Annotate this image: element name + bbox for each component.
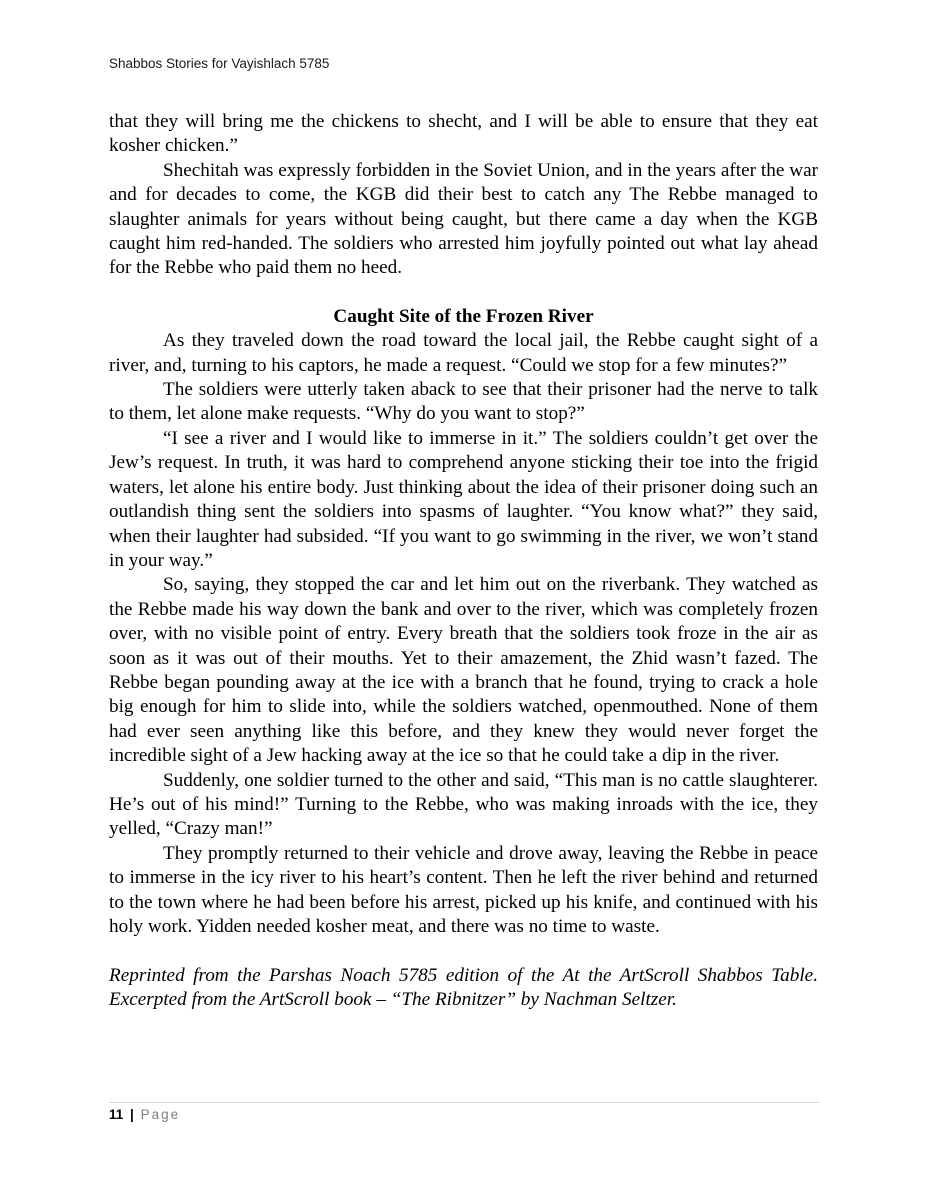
paragraph-request: As they traveled down the road toward the local jail, the Rebbe caught sight of a river, and, turning to his captors, he made a request. “Could we stop for a few minutes?” [109, 330, 818, 376]
footer-separator: | [130, 1107, 134, 1122]
page-footer [109, 1107, 180, 1122]
page-number: 11 [109, 1107, 124, 1122]
paragraph-shechitah: Shechitah was expressly forbidden in the Soviet Union, and in the years after the war and for decades to come, the KGB did their best to catch any The Rebbe managed to slaughter animals for years without being caught, but there came a day when the KGB caught him red-handed. The soldiers who arrested him joyfully pointed out what lay ahead for the Rebbe who paid them no heed. [109, 159, 818, 279]
running-header: Shabbos Stories for Vayishlach 5785 [109, 56, 330, 71]
paragraph-continuation: that they will bring me the chickens to shecht, and I will be able to ensure that they eat kosher chicken.” [109, 111, 818, 157]
article-body [109, 110, 818, 1013]
footer-divider [109, 1102, 820, 1103]
paragraph-conclusion: They promptly returned to their vehicle and drove away, leaving the Rebbe in peace to immerse in the icy river to his heart’s content. Then he left the river behind and returned to the town where he had been before his arrest, picked up his knife, and continued with his holy work. Yidden needed kosher meat, and there was no time to waste. [109, 842, 818, 937]
page-label: Page [140, 1107, 181, 1122]
paragraph-taken-aback: The soldiers were utterly taken aback to see that their prisoner had the nerve to talk to them, let alone make requests. “Why do you want to stop?” [109, 379, 818, 425]
paragraph-riverbank: So, saying, they stopped the car and let him out on the riverbank. They watched as the Rebbe made his way down the bank and over to the river, which was completely frozen over, with no visible point of entry. Every breath that the soldiers took froze in the air as soon as it was out of their mouths. Yet to their amazement, the Zhid wasn’t fazed. The Rebbe began pounding away at the ice with a branch that he found, trying to crack a hole big enough for him to slide into, while the soldiers watched, openmouthed. None of them had ever seen anything like this before, and they knew they would never forget the incredible sight of a Jew hacking away at the ice so that he could take a dip in the river. [109, 574, 818, 767]
paragraph-spacer [109, 939, 818, 963]
section-heading: Caught Site of the Frozen River [333, 305, 594, 327]
paragraph-crazy-man: Suddenly, one soldier turned to the other and said, “This man is no cattle slaughterer. He’s out of his mind!” Turning to the Rebbe, who was making inroads with the ice, they yelled, “Crazy man!” [109, 769, 818, 840]
paragraph-immerse: “I see a river and I would like to immerse in it.” The soldiers couldn’t get over the Jew’s request. In truth, it was hard to comprehend anyone sticking their toe into the frigid waters, let alone his entire body. Just thinking about the idea of their prisoner doing such an outlandish thing sent the soldiers into spasms of laughter. “You know what?” they said, when their laughter had subsided. “If you want to go swimming in the river, we won’t stand in your way.” [109, 427, 818, 571]
source-credit: Reprinted from the Parshas Noach 5785 edition of the At the ArtScroll Shabbos Table. Excerpted from the ArtScroll book – “The Ribnitzer” by Nachman Seltzer. [109, 964, 818, 1011]
